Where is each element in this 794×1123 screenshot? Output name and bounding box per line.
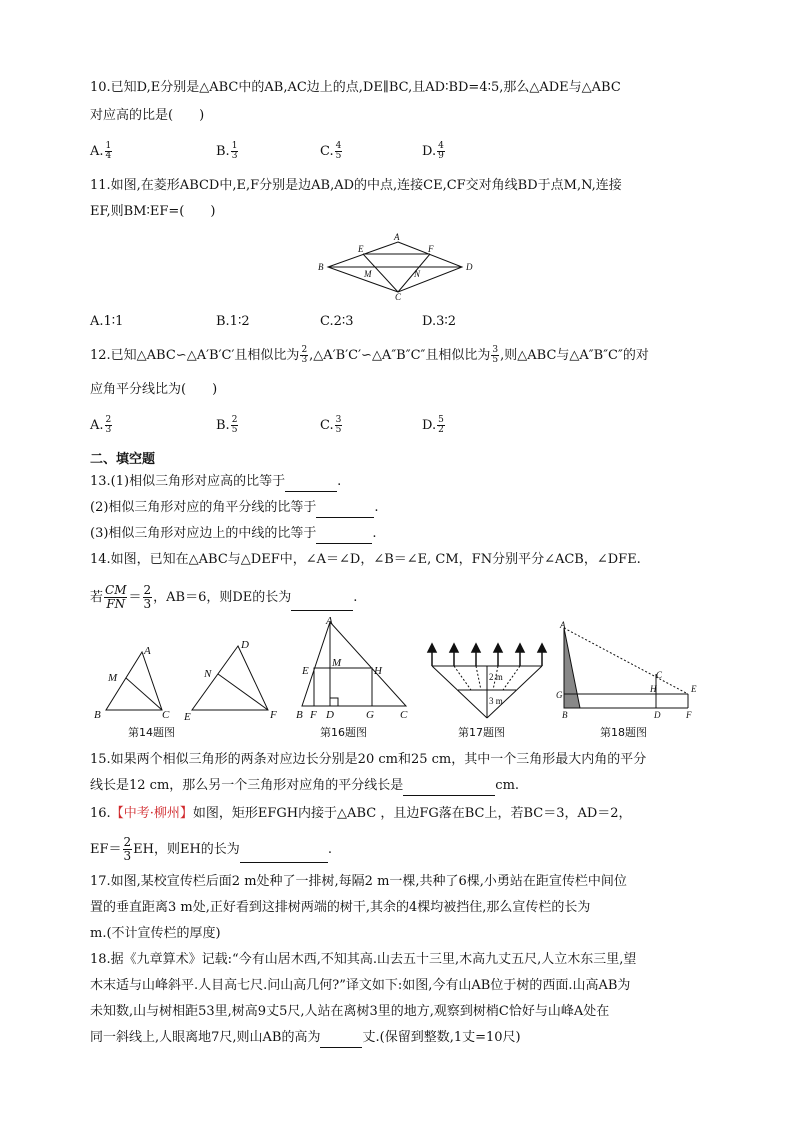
label-b: B [318, 262, 324, 272]
q15-line2: 线长是12 cm，那么另一个三角形对应角的平分线长是 cm. [90, 776, 519, 796]
figure-18 [556, 620, 708, 720]
f18-label-g: G [556, 690, 563, 700]
f16-label-g: G [366, 709, 374, 720]
tree-1-tip [428, 644, 436, 652]
f18-label-f: F [686, 710, 692, 720]
tree-4-tip [494, 644, 502, 652]
q17-line1: 17.如图,某校宣传栏后面2 m处种了一排树,每隔2 m一棵,共种了6棵,小勇站在距宣传栏中间位 [90, 874, 627, 889]
figure-14-caption: 第14题图 [128, 726, 175, 739]
tree-3-tip [472, 644, 480, 652]
figure-14 [90, 634, 290, 720]
f16-label-a: A [326, 616, 333, 627]
tree-5-tip [516, 644, 524, 652]
label-f: F [428, 244, 434, 254]
q18-line1: 18.据《九章算术》记载:“今有山居木西,不知其高.山去五十三里,木高九丈五尺,人立木东三里,望 [90, 952, 637, 967]
mountain-ab [564, 628, 580, 708]
label-a: A [394, 232, 400, 242]
f16-label-f: F [310, 709, 317, 720]
q13-part3: (3)相似三角形对应边上的中线的比等于 . [90, 524, 377, 544]
q10-option-b: B. $\frac{1}{3}$ [216, 141, 238, 161]
figure-17 [424, 640, 550, 722]
q11-option-b: B.1∶2 [216, 314, 250, 329]
q18-line4: 同一斜线上,人眼离地7尺,则山AB的高为 丈.(保留到整数,1丈=10尺) [90, 1028, 521, 1048]
q12-line2: 应角平分线比为( ) [90, 382, 218, 397]
figure-16-caption: 第16题图 [320, 726, 367, 739]
f14-label-b: B [94, 709, 101, 720]
q11-option-a: A.1∶1 [90, 314, 124, 329]
q11-line1: 11.如图,在菱形ABCD中,E,F分别是边AB,AD的中点,连接CE,CF交对角线BD于点M,N,连接 [90, 178, 622, 193]
q17-line2: 置的垂直距离3 m处,正好看到这排树两端的树干,其余的4棵均被挡住,那么宣传栏的长为 [90, 900, 591, 915]
label-c: C [395, 292, 402, 300]
label-m: M [364, 269, 372, 279]
f16-label-c: C [400, 709, 408, 720]
f18-label-h: H [650, 684, 657, 694]
q14-line1: 14.如图，已知在△ABC与△DEF中，∠A＝∠D，∠B＝∠E, CM，FN分别平分∠ACB，∠DFE. [90, 552, 641, 567]
q12-option-b: B. $\frac{2}{5}$ [216, 415, 238, 435]
figure-18-caption: 第18题图 [600, 726, 647, 739]
f18-label-b: B [562, 710, 568, 720]
f18-label-e: E [691, 684, 697, 694]
f14-label-e: E [184, 711, 191, 720]
tree-hidden-line-4 [503, 666, 520, 690]
f18-label-d: D [654, 710, 661, 720]
f14-label-d: D [241, 639, 249, 651]
q15-line1: 15.如果两个相似三角形的两条对应边长分别是20 cm和25 cm，其中一个三角形最大内角的平分 [90, 752, 647, 767]
f14-label-m: M [108, 672, 118, 684]
tree-6-tip [538, 644, 546, 652]
triangle-abc [302, 622, 406, 706]
q17-line3: m.(不计宣传栏的厚度) [90, 926, 221, 941]
q10-option-d: D. $\frac{4}{9}$ [422, 141, 444, 161]
f18-label-c: C [656, 670, 663, 680]
f16-label-b: B [296, 709, 303, 720]
q12-line1: 12.已知△ABC∽△A′B′C′且相似比为 $\frac{2}{3}$ ,△A′B′C′∽△A″B″C″且相似比为 $\frac{3}{5}$ ,则△ABC与△A″B″C″的对 [90, 345, 649, 365]
tree-2-tip [450, 644, 458, 652]
q10-line1: 10.已知D,E分别是△ABC中的AB,AC边上的点,DE∥BC,且AD∶BD=4∶5,那么△ADE与△ABC [90, 80, 621, 95]
f14-label-a: A [144, 645, 151, 657]
f16-label-e: E [302, 665, 309, 677]
sight-line-ae [564, 628, 688, 694]
q10-option-c: C. $\frac{4}{5}$ [320, 141, 342, 161]
f16-label-h: H [374, 665, 382, 677]
q12-option-a: A. $\frac{2}{3}$ [90, 415, 112, 435]
q11-option-c: C.2∶3 [320, 314, 354, 329]
q13-part1: 13.(1)相似三角形对应高的比等于 . [90, 472, 341, 492]
f16-label-m: M [332, 657, 342, 669]
f17-label-2m: 2 m [489, 672, 503, 682]
q11-rhombus-figure [310, 232, 480, 300]
label-e: E [358, 244, 364, 254]
q10-line2: 对应高的比是( ) [90, 108, 205, 123]
q18-line2: 木末适与山峰斜平.人目高七尺.问山高几何?”译文如下:如图,今有山AB位于树的西面.山高AB为 [90, 978, 631, 993]
label-d: D [466, 262, 473, 272]
section-fill-in-heading: 二、填空题 [90, 452, 156, 467]
f16-label-d: D [326, 709, 334, 720]
f14-label-c: C [162, 709, 170, 720]
figure-17-caption: 第17题图 [458, 726, 505, 739]
label-n: N [414, 269, 421, 279]
rectangle-efgh [314, 668, 372, 706]
figure-16 [294, 616, 418, 720]
bisector-fn [218, 674, 268, 710]
q12-option-c: C. $\frac{3}{5}$ [320, 415, 342, 435]
q16-line2: EF＝ $\frac{2}{3}$ EH，则EH的长为 . [90, 835, 332, 863]
tree-hidden-line-1 [454, 666, 471, 690]
f17-label-3m: 3 m [489, 696, 503, 706]
q14-line2: 若 $\frac{CM}{FN}$ ＝ $\frac{2}{3}$ ，AB＝6，则DE的长为 . [90, 583, 358, 611]
q13-part2: (2)相似三角形对应的角平分线的比等于 . [90, 498, 379, 518]
tree-hidden-line-2 [476, 666, 481, 690]
q18-line3: 未知数,山与树相距53里,树高9丈5尺,人站在离树3里的地方,观察到树梢C恰好与山峰A处在 [90, 1004, 610, 1019]
q12-option-d: D. $\frac{5}{2}$ [422, 415, 444, 435]
q16-source-tag: 【中考·柳州】 [110, 806, 193, 821]
f14-label-f: F [270, 709, 277, 720]
q11-option-d: D.3∶2 [422, 314, 457, 329]
right-angle-mark [330, 698, 338, 706]
q11-line2: EF,则BM∶EF=( ) [90, 204, 216, 219]
q10-option-a: A. $\frac{1}{4}$ [90, 141, 112, 161]
f14-label-n: N [204, 668, 212, 680]
q16-line1: 16.【中考·柳州】如图，矩形EFGH内接于△ABC ，且边FG落在BC上，若BC＝3，AD＝2， [90, 806, 632, 821]
f18-label-a: A [560, 620, 566, 630]
tree-arrows [428, 644, 546, 666]
